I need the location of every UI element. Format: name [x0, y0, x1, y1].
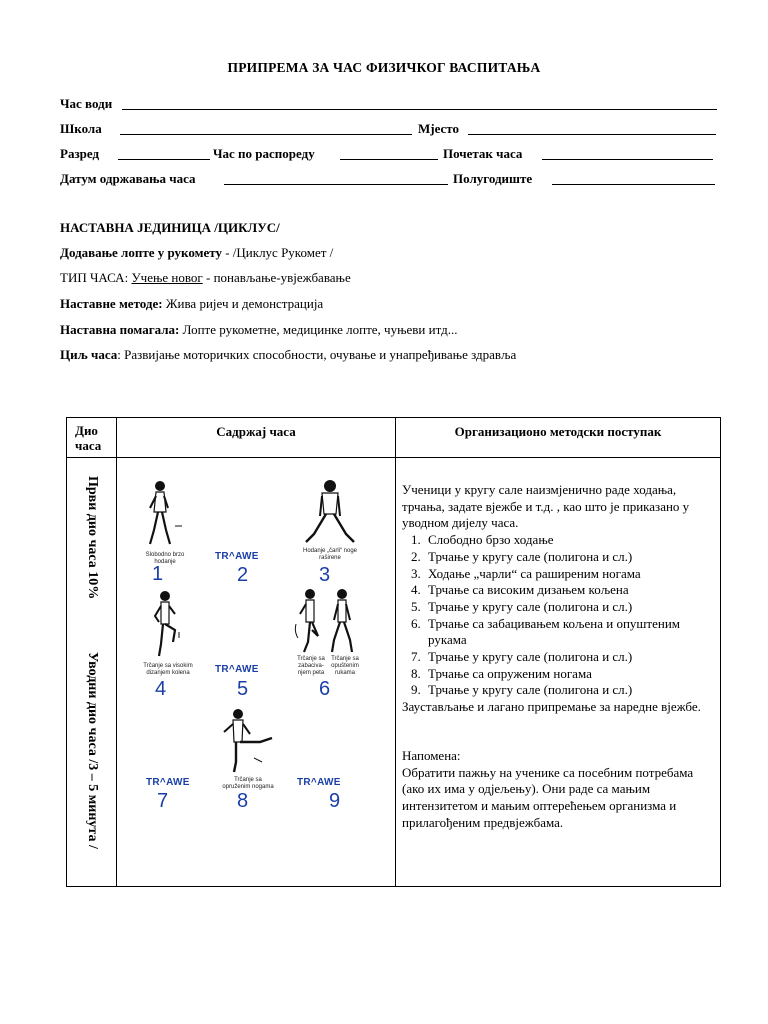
col1-header-text: Дио часа — [75, 423, 102, 453]
straight-leg-figure-icon — [216, 706, 276, 776]
metode-value: Жива ријеч и демонстрација — [162, 296, 324, 311]
razred-label: Разред — [60, 146, 100, 161]
cilj-label: Циљ часа — [60, 347, 118, 362]
page-title: ПРИПРЕМА ЗА ЧАС ФИЗИЧКОГ ВАСПИТАЊА — [227, 60, 541, 75]
pocetak-casa-line — [542, 159, 713, 160]
datum-label: Датум одржавања часа — [60, 171, 196, 186]
trawe-label-9: TR^AWE — [297, 777, 341, 788]
tip-casa-line — [60, 270, 351, 286]
skola-line — [120, 134, 412, 135]
col2-header — [117, 418, 396, 458]
jedinica-line — [60, 245, 333, 261]
org-step: 1. Слободно брзо ходање — [424, 532, 717, 549]
jedinica-rest: - /Циклус Рукомет / — [221, 245, 334, 260]
vertical-text-part: Први дио часа 10% — [85, 476, 100, 600]
datum-line — [224, 184, 448, 185]
org-step: 5. Трчање у кругу сале (полигона и сл.) — [424, 599, 717, 616]
pomagala-value: Лопте рукометне, медицинке лопте, чуњеви итд... — [179, 322, 458, 337]
caption-3: Hodanje „čarli“ noge raširene — [302, 548, 358, 561]
organization-text — [402, 482, 717, 831]
trawe-label-5: TR^AWE — [215, 664, 259, 675]
org-after: Заустављање и лагано припремање за наредне вјежбе. — [402, 699, 701, 715]
col2-header-text: Садржај часа — [216, 424, 296, 439]
org-steps-list — [402, 532, 717, 699]
tip-rest: - понављање-увјежбавање — [202, 270, 351, 285]
figure-number-8: 8 — [237, 790, 249, 812]
col3-header — [396, 418, 721, 458]
mjesto-line — [468, 134, 716, 135]
org-step: 3. Ходање „чарли“ са раширеним ногама — [424, 566, 717, 583]
caption-4: Trčanje sa visokim dizanjem kolena — [143, 663, 193, 676]
figure-number-5: 5 — [237, 678, 249, 700]
note-text: Обратити пажњу на ученике са посебним потребама (ако их има у одјељењу). Они раде са мањим интензитетом и мањим оптерећењем организма и прилагођеним предвјежбама. — [402, 764, 694, 830]
figure-number-3: 3 — [319, 564, 331, 586]
heel-kick-figure-icon — [292, 584, 360, 656]
caption-6b: Trčanje sa opuštenim rukama — [331, 656, 359, 676]
org-step: 6. Трчање са забацивањем кољена и опуштеним рукама — [424, 616, 717, 649]
caption-1: Slobodno brzo hodanje — [145, 552, 185, 565]
caption-8: Trčanje sa opruženim nogama — [222, 777, 274, 790]
org-step: 4. Трчање са високим дизањем кољена — [424, 582, 717, 599]
figure-number-6: 6 — [319, 678, 331, 700]
col1-header — [67, 418, 117, 458]
org-step: 8. Трчање са опруженим ногама — [424, 666, 717, 683]
figure-number-1: 1 — [152, 563, 164, 585]
polugodiste-line — [552, 184, 715, 185]
org-intro: Ученици у кругу сале наизмјенично раде ходања, трчања, задате вјежбе и т.д. , као што је приказано у уводном дијелу часа. — [402, 482, 690, 531]
high-knees-figure-icon — [145, 588, 189, 660]
tip-colon: : — [124, 270, 132, 285]
walking-figure-icon — [142, 478, 186, 550]
trawe-label-7: TR^AWE — [146, 777, 190, 788]
org-step: 2. Трчање у кругу сале (полигона и сл.) — [424, 549, 717, 566]
trawe-label-2: TR^AWE — [215, 551, 259, 562]
skola-label: Школа — [60, 121, 102, 136]
org-step: 9. Трчање у кругу сале (полигона и сл.) — [424, 682, 717, 699]
note-label: Напомена: — [402, 747, 461, 763]
mjesto-label: Мјесто — [418, 121, 460, 136]
figure-number-9: 9 — [329, 790, 341, 812]
pomagala-line — [60, 322, 457, 338]
razred-line — [118, 159, 210, 160]
cas-vodi-label: Час води — [60, 96, 113, 111]
col3-header-text: Организационо методски поступак — [454, 424, 662, 439]
jedinica-bold: Додавање лопте у рукомету — [60, 245, 222, 260]
figure-number-7: 7 — [157, 790, 169, 812]
vertical-text-intro: Уводни дио часа /3 – 5 минута / — [85, 652, 100, 849]
polugodiste-label: Полугодиште — [453, 171, 533, 186]
cilj-value: : Развијање моторичких способности, очување и унапређивање здравља — [117, 347, 517, 362]
cas-po-rasporedu-label: Час по распореду — [213, 146, 315, 161]
cilj-line — [60, 347, 516, 363]
org-step: 7. Трчање у кругу сале (полигона и сл.) — [424, 649, 717, 666]
metode-line — [60, 296, 323, 312]
cas-vodi-line — [122, 109, 717, 110]
figure-number-4: 4 — [155, 678, 167, 700]
jedinica-heading: НАСТАВНА ЈЕДИНИЦА /ЦИКЛУС/ — [60, 220, 280, 235]
charlie-walk-figure-icon — [300, 476, 360, 548]
caption-6a: Trčanje sa zabaciva-njem peta — [297, 656, 325, 676]
tip-underlined: Учење новог — [131, 270, 203, 285]
pomagala-label: Наставна помагала: — [60, 322, 180, 337]
pocetak-casa-label: Почетак часа — [443, 146, 523, 161]
cas-po-rasporedu-line — [340, 159, 438, 160]
metode-label: Наставне методе: — [60, 296, 163, 311]
tip-label: ТИП ЧАСА — [60, 270, 125, 285]
figure-number-2: 2 — [237, 564, 249, 586]
